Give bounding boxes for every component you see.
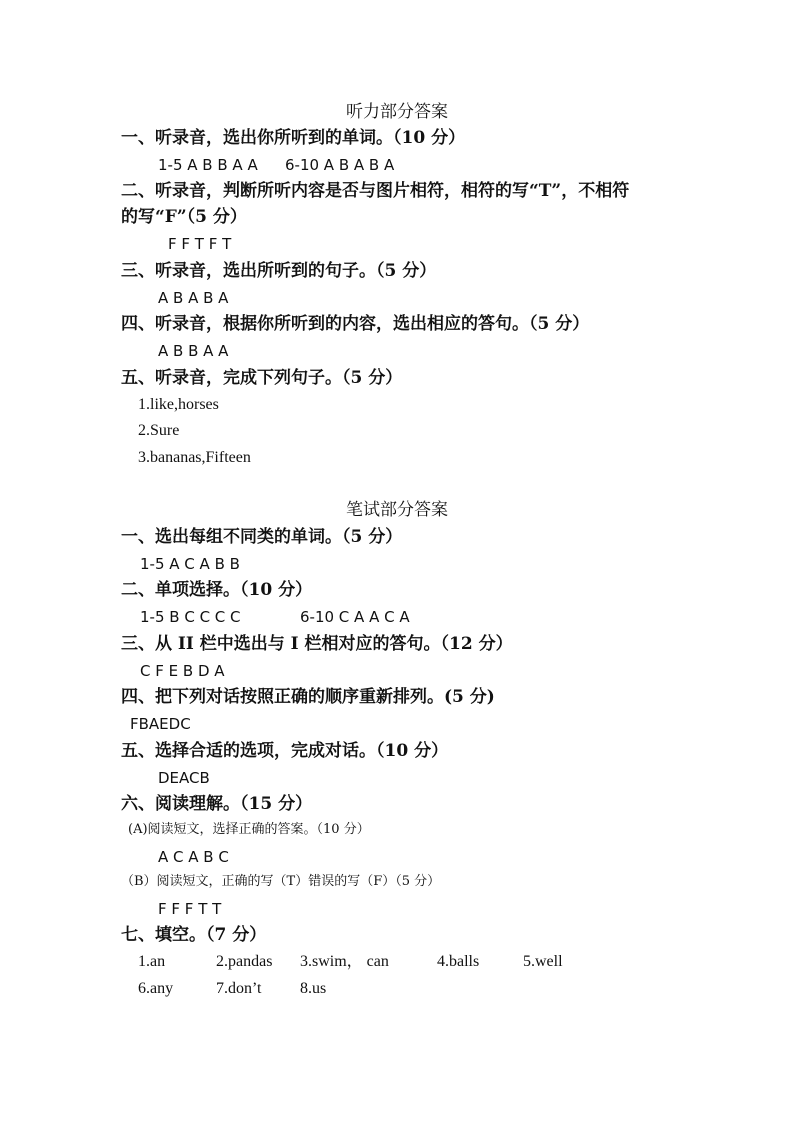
written-q7-answer-1: 1.an xyxy=(138,953,166,970)
written-q2-answer-2: 6-10 C A A C A xyxy=(300,608,410,626)
written-q7-answer-7: 7.don’t xyxy=(216,980,262,997)
written-q3-prompt: 三、从 II 栏中选出与 I 栏相对应的答句。（12 分） xyxy=(121,634,513,654)
listening-section-title: 听力部分答案 xyxy=(346,102,448,122)
listening-q5-answer-2: 2.Sure xyxy=(138,422,180,439)
written-q6-sub-a-prompt: (A)阅读短文，选择正确的答案。（10 分） xyxy=(128,822,370,837)
written-q7-answer-8: 8.us xyxy=(300,980,327,997)
written-q7-answer-3: 3.swim， can xyxy=(300,953,389,970)
listening-q2-prompt-line2: 的写“F”（5 分） xyxy=(121,207,247,227)
listening-q2-prompt-line1: 二、听录音，判断所听内容是否与图片相符，相符的写“T”，不相符 xyxy=(121,181,630,201)
written-q6-prompt: 六、阅读理解。（15 分） xyxy=(121,794,313,814)
written-q2-answer-1: 1-5 B C C C C xyxy=(140,608,241,626)
written-q7-answer-6: 6.any xyxy=(138,980,174,997)
listening-q5-answer-1: 1.like,horses xyxy=(138,396,219,413)
written-q5-answer: DEACB xyxy=(158,769,210,787)
written-q4-prompt: 四、把下列对话按照正确的顺序重新排列。(5 分) xyxy=(121,687,495,707)
written-q3-answer: C F E B D A xyxy=(140,662,225,680)
written-q1-prompt: 一、选出每组不同类的单词。（5 分） xyxy=(121,527,403,547)
listening-q1-answer-1: 1-5 A B B A A xyxy=(158,156,258,174)
written-q1-answer: 1-5 A C A B B xyxy=(140,555,240,573)
listening-q4-prompt: 四、听录音，根据你所听到的内容，选出相应的答句。（5 分） xyxy=(121,314,590,334)
listening-q5-answer-3: 3.bananas,Fifteen xyxy=(138,449,251,466)
listening-q3-answer: A B A B A xyxy=(158,289,229,307)
written-q5-prompt: 五、选择合适的选项，完成对话。（10 分） xyxy=(121,741,449,761)
written-q7-answer-4: 4.balls xyxy=(437,953,480,970)
listening-q2-answer: F F T F T xyxy=(168,235,232,253)
written-q7-answer-5: 5.well xyxy=(523,953,563,970)
written-q4-answer: FBAEDC xyxy=(130,715,191,733)
listening-q1-answer-2: 6-10 A B A B A xyxy=(285,156,395,174)
listening-q1-prompt: 一、听录音，选出你所听到的单词。（10 分） xyxy=(121,128,466,148)
written-q6-sub-b-answer: F F F T T xyxy=(158,900,222,918)
written-q7-answer-2: 2.pandas xyxy=(216,953,273,970)
written-q6-sub-b-prompt: （B）阅读短文，正确的写（T）错误的写（F）（5 分） xyxy=(121,874,441,889)
listening-q5-prompt: 五、听录音，完成下列句子。（5 分） xyxy=(121,368,403,388)
listening-q4-answer: A B B A A xyxy=(158,342,229,360)
written-q7-prompt: 七、填空。（7 分） xyxy=(121,925,267,945)
listening-q3-prompt: 三、听录音，选出所听到的句子。（5 分） xyxy=(121,261,437,281)
written-section-title: 笔试部分答案 xyxy=(346,500,448,520)
written-q6-sub-a-answer: A C A B C xyxy=(158,848,229,866)
written-q2-prompt: 二、单项选择。（10 分） xyxy=(121,580,313,600)
